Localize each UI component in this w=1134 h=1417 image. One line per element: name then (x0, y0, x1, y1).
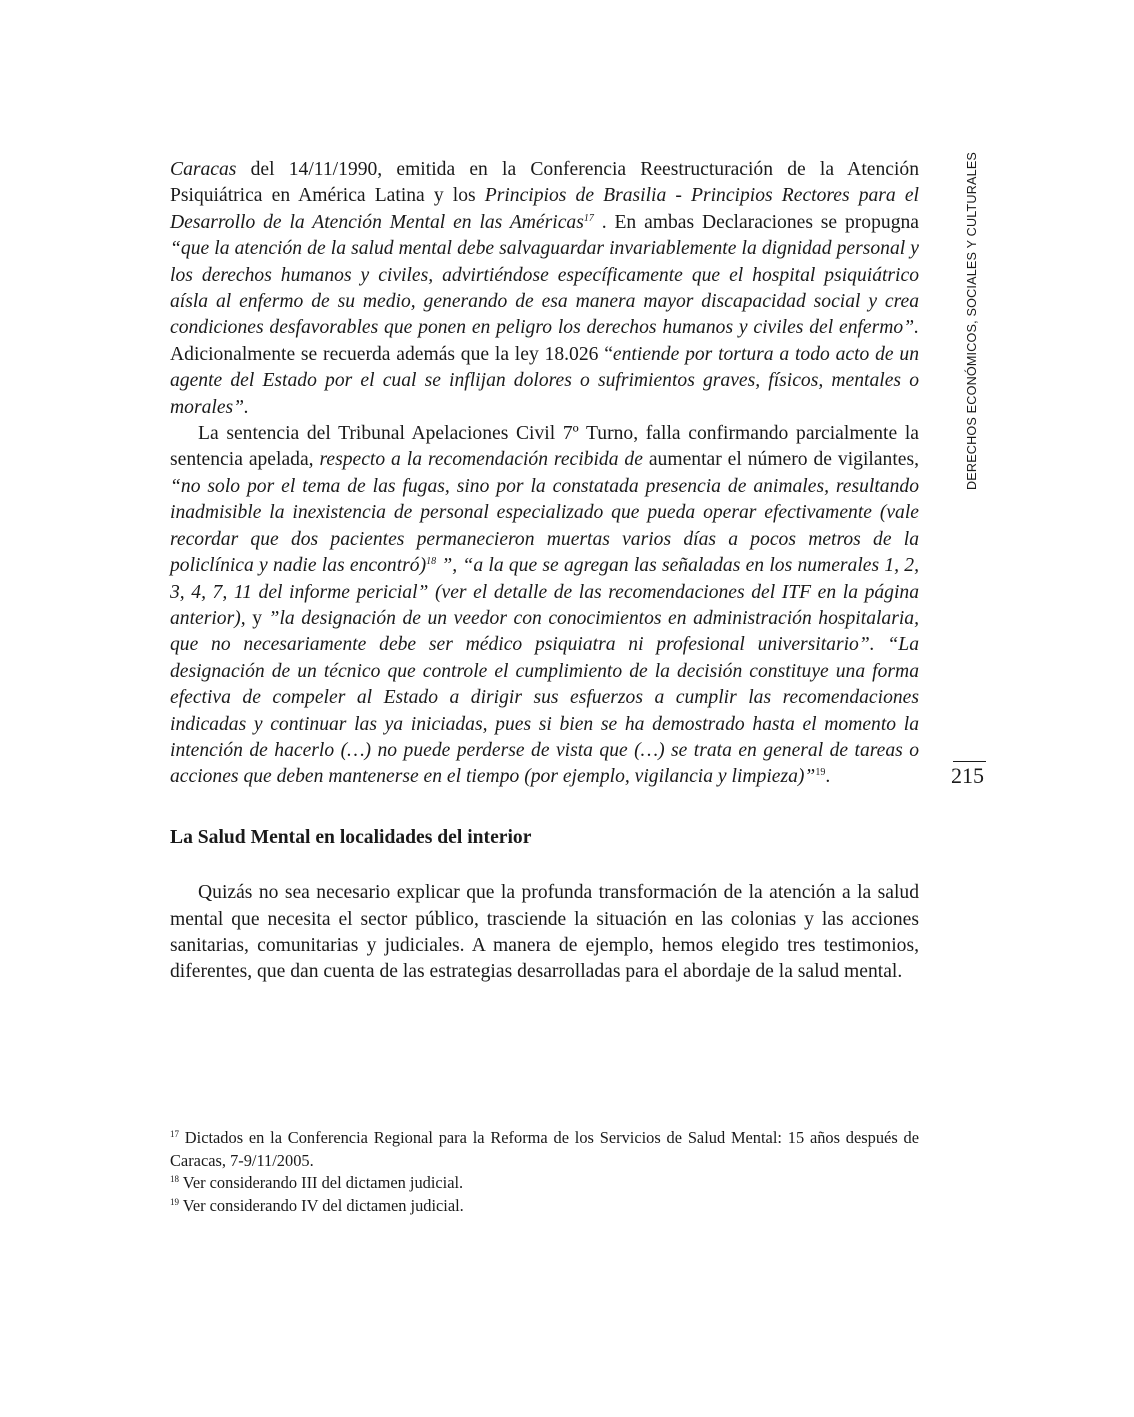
page-number: 215 (951, 763, 984, 788)
footnote-text: Dictados en la Conferencia Regional para la Reforma de los Servicios de Salud Mental: 15 años después de Caracas, 7-9/11/2005. (170, 1128, 919, 1170)
text-run: La sentencia del Tribunal Apelaciones Civil 7º Turno, falla confirmando parcialmente la sentencia apelada (170, 423, 919, 471)
footnote-number: 18 (170, 1174, 179, 1184)
footnote-18 (170, 1172, 919, 1195)
text-run: “que la atención de la salud mental debe salvaguardar invariablemente la dignidad personal y los derechos humanos y civiles, advirtiéndose específicamente que el hospital psiquiátrico aísla al enfermo de su medio, generando de esa manera mayor discapacidad social y crea condiciones desfavorables que ponen en peligro los derechos humanos y civiles del enfermo”. (170, 238, 919, 339)
running-header: DERECHOS ECONÓMICOS, SOCIALES Y CULTURALES (965, 151, 979, 490)
text-run: “no solo por el tema de las fugas, sino por la constatada presencia de animales, resultando inadmisible la inexistencia de personal especializado que pueda operar efectivamente (vale recordar que dos pacientes permanecieron muertas varios días a pocos metros de la policlínica y nadie las encontró) (170, 475, 919, 577)
text-run: Adicionalmente se recuerda además que la ley 18.026 “ (170, 343, 613, 365)
text-run: entiende por tortura a todo acto de un agente del Estado por el cual se inflijan dolores o sufrimientos graves, físicos, mentales o morales”. (170, 343, 919, 418)
text-run: ”, “a la que se agregan las señaladas en los numerales 1, 2, 3, 4, 7, 11 del informe pericial” (ver el detalle de las recomendaciones del ITF en la página anterior), (170, 555, 919, 629)
text-run: , respecto a la recomendación recibida de (308, 449, 649, 471)
text-run: . En ambas Declaraciones se propugna (593, 211, 919, 233)
paragraph-list (170, 157, 919, 791)
body-paragraph (170, 421, 919, 791)
footnote-text: Ver considerando IV del dictamen judicial. (179, 1195, 464, 1215)
footnote-number: 17 (170, 1129, 179, 1139)
body-text (170, 157, 919, 986)
text-run: del 14/11/1990, emitida en la Conferencia Reestructuración de la Atención Psiquiátrica en América Latina y los (170, 159, 919, 207)
footnote-reference: 19 (815, 767, 826, 779)
footnote-19 (170, 1195, 919, 1218)
footnote-reference: 17 (583, 212, 594, 224)
footnotes (170, 1127, 919, 1217)
text-run: . (825, 766, 831, 788)
body-paragraph (170, 157, 919, 421)
text-run: Caracas (170, 159, 237, 180)
text-run: ”la designación de un veedor con conocimientos en administración hospitalaria, que no necesariamente debe ser médico psiquiatra ni profesional universitario”. “La designación de un técnico que controle el cumplimiento de la decisión constituye una forma efectiva de compeler al Estado a dirigir sus esfuerzos a cumplir las recomendaciones indicadas y continuar las ya iniciadas, pues si bien se ha demostrado hasta el momento la intención de hacerlo (…) no puede perderse de vista que (…) se trata en general de tareas o acciones que deben mantenerse en el tiempo (por ejemplo, vigilancia y limpieza)” (170, 607, 919, 788)
footnote-17 (170, 1127, 919, 1172)
section-heading: La Salud Mental en localidades del interior (170, 826, 532, 848)
footnote-number: 19 (170, 1196, 179, 1207)
footnote-reference: 18 (426, 556, 437, 568)
text-run: aumentar el número de vigilantes, (648, 449, 920, 471)
text-run: y (245, 607, 269, 629)
footnote-text: Ver considerando III del dictamen judicial. (179, 1173, 464, 1192)
section-paragraph: Quizás no sea necesario explicar que la profunda transformación de la atención a la salud mental que necesita el sector público, trasciende la situación en las colonias y las acciones sanitarias, comunitarias y judiciales. A manera de ejemplo, hemos elegido tres testimonios, diferentes, que dan cuenta de las estrategias desarrolladas para el abordaje de la salud mental. (170, 882, 919, 983)
text-run: Principios de Brasilia - Principios Rectores para el Desarrollo de la Atención Mental en las Américas (170, 185, 919, 233)
